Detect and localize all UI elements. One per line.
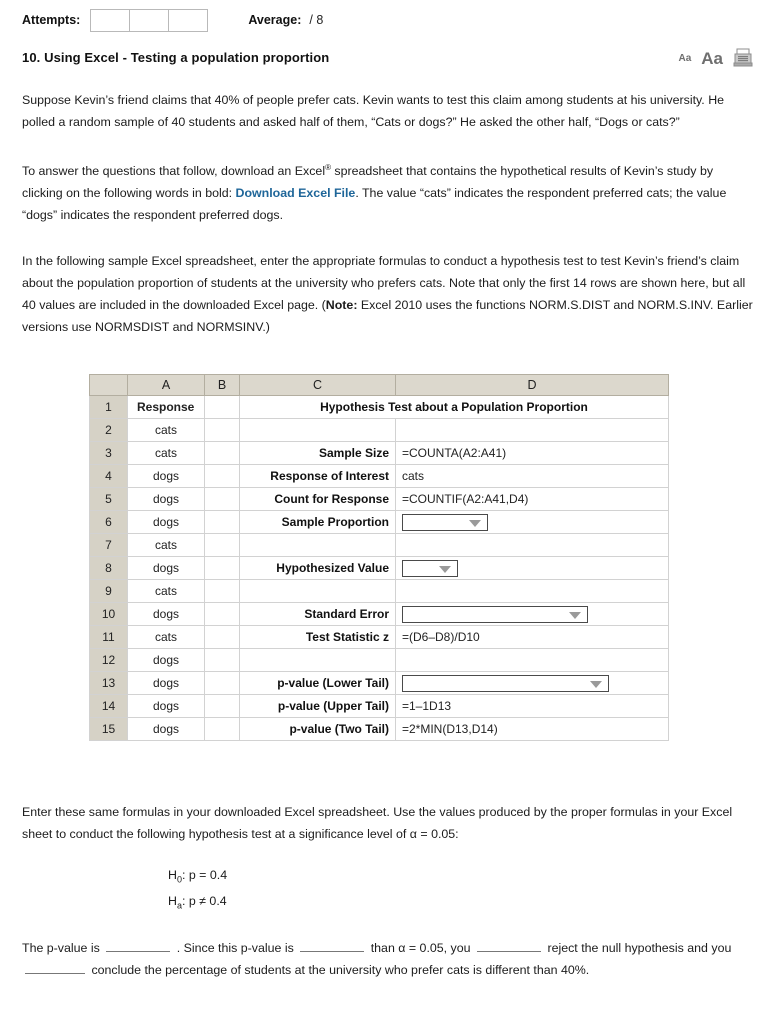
cell-c6[interactable]: Sample Proportion — [240, 511, 396, 534]
paragraph-scenario: Suppose Kevin’s friend claims that 40% of people prefer cats. Kevin wants to test this claim among students at his university. He polled a random sample of 40 students and asked half of them, “Cats or dogs?” He asked the other half, “Dogs or cats?” — [22, 93, 725, 129]
row-number[interactable]: 6 — [90, 511, 128, 534]
final-text-4: reject the null hypothesis and you — [547, 941, 732, 956]
dropdown-d8[interactable] — [402, 560, 458, 577]
row-number[interactable]: 8 — [90, 557, 128, 580]
excel-spreadsheet — [89, 374, 668, 741]
cell-d12[interactable] — [396, 649, 669, 672]
paragraph-download-part-b: spreadsheet that contains the hypothetical results of Kevin’s study by clicking on the following words in bold: — [22, 164, 714, 201]
cell-a1[interactable]: Response — [128, 396, 205, 419]
cell-a3[interactable]: cats — [128, 442, 205, 465]
table-row — [90, 488, 669, 511]
table-row — [90, 442, 669, 465]
column-header-d[interactable]: D — [396, 375, 669, 396]
table-row — [90, 557, 669, 580]
row-number[interactable]: 11 — [90, 626, 128, 649]
alternative-hypothesis — [168, 891, 775, 916]
dropdown-d13[interactable] — [402, 675, 609, 692]
final-text-2: . Since this p-value is — [176, 941, 294, 956]
table-row — [90, 419, 669, 442]
increase-font-size-icon[interactable]: Aa — [701, 49, 723, 68]
table-row — [90, 695, 669, 718]
cell-d8[interactable] — [396, 557, 669, 580]
row-number[interactable]: 13 — [90, 672, 128, 695]
blank-p-value[interactable] — [106, 938, 170, 952]
row-number[interactable]: 5 — [90, 488, 128, 511]
alternative-hypothesis-subscript: a — [176, 900, 182, 911]
column-header-corner[interactable] — [90, 375, 128, 396]
cell-d6[interactable] — [396, 511, 669, 534]
paragraph-download — [0, 157, 775, 226]
decrease-font-size-icon[interactable]: Aa — [678, 53, 692, 64]
table-row — [90, 626, 669, 649]
attempt-box-1[interactable] — [90, 9, 130, 32]
final-text-1: The p-value is — [22, 941, 100, 956]
table-row — [90, 649, 669, 672]
blank-reject-decision[interactable] — [477, 938, 541, 952]
cell-c3[interactable]: Sample Size — [240, 442, 396, 465]
row-number[interactable]: 2 — [90, 419, 128, 442]
cell-b8[interactable] — [205, 557, 240, 580]
cell-b2[interactable] — [205, 419, 240, 442]
attempt-boxes — [90, 9, 208, 32]
paragraph-instructions-part-a: In the following sample Excel spreadsheet, enter the appropriate formulas to conduct a hypothesis test to test Kevin’s friend’s claim about the population proportion of students at the university who prefers cats. Note that only the first 14 rows are shown here, but all 40 values are included in the downloaded Excel page. ( — [22, 254, 746, 313]
table-row — [90, 672, 669, 695]
null-hypothesis — [168, 865, 775, 890]
spreadsheet-column-header-row — [90, 375, 669, 396]
cell-b7[interactable] — [205, 534, 240, 557]
cell-a12[interactable]: dogs — [128, 649, 205, 672]
chevron-down-icon — [590, 681, 602, 688]
column-header-c[interactable]: C — [240, 375, 396, 396]
cell-a7[interactable]: cats — [128, 534, 205, 557]
cell-d5[interactable]: =COUNTIF(A2:A41,D4) — [396, 488, 669, 511]
spreadsheet-table — [89, 374, 669, 741]
row-number[interactable]: 4 — [90, 465, 128, 488]
cell-b12[interactable] — [205, 649, 240, 672]
note-label: Note: — [325, 298, 358, 313]
cell-b15[interactable] — [205, 718, 240, 741]
final-text-5: conclude the percentage of students at the university who prefer cats is different than 40%. — [91, 963, 590, 978]
cell-d3[interactable]: =COUNTA(A2:A41) — [396, 442, 669, 465]
cell-merged-title[interactable]: Hypothesis Test about a Population Proportion — [240, 396, 669, 419]
cell-d7[interactable] — [396, 534, 669, 557]
cell-b3[interactable] — [205, 442, 240, 465]
column-header-b[interactable]: B — [205, 375, 240, 396]
attempts-label: Attempts: — [22, 13, 81, 27]
cell-c10[interactable]: Standard Error — [240, 603, 396, 626]
average-label: Average: — [248, 13, 302, 27]
column-header-a[interactable]: A — [128, 375, 205, 396]
cell-c15[interactable]: p-value (Two Tail) — [240, 718, 396, 741]
cell-b6[interactable] — [205, 511, 240, 534]
download-excel-file-link[interactable]: Download Excel File — [235, 186, 356, 201]
cell-b9[interactable] — [205, 580, 240, 603]
cell-a14[interactable]: dogs — [128, 695, 205, 718]
dropdown-d10[interactable] — [402, 606, 588, 623]
cell-c9[interactable] — [240, 580, 396, 603]
table-row — [90, 396, 669, 419]
table-row — [90, 718, 669, 741]
cell-c8[interactable]: Hypothesized Value — [240, 557, 396, 580]
cell-d4[interactable]: cats — [396, 465, 669, 488]
cell-c11[interactable]: Test Statistic z — [240, 626, 396, 649]
table-row — [90, 534, 669, 557]
page-title: 10. Using Excel - Testing a population proportion — [22, 50, 330, 65]
cell-c4[interactable]: Response of Interest — [240, 465, 396, 488]
cell-d2[interactable] — [396, 419, 669, 442]
cell-a6[interactable]: dogs — [128, 511, 205, 534]
final-text-3: than α = 0.05, you — [370, 941, 471, 956]
paragraph-fill-in-blanks — [0, 937, 775, 981]
null-hypothesis-expression: : p = 0.4 — [181, 868, 228, 883]
cell-a11[interactable]: cats — [128, 626, 205, 649]
row-number[interactable]: 10 — [90, 603, 128, 626]
paragraph-instructions-part-b: Excel 2010 uses the functions NORM.S.DIST and NORM.S.INV. Earlier versions use NORMSDIST and NORMSINV.) — [22, 298, 753, 335]
blank-comparison[interactable] — [300, 938, 364, 952]
cell-d15[interactable]: =2*MIN(D13,D14) — [396, 718, 669, 741]
chevron-down-icon — [569, 612, 581, 619]
cell-d11[interactable]: =(D6–D8)/D10 — [396, 626, 669, 649]
cell-b13[interactable] — [205, 672, 240, 695]
dropdown-d6[interactable] — [402, 514, 488, 531]
question-title-row — [0, 32, 775, 67]
cell-c14[interactable]: p-value (Upper Tail) — [240, 695, 396, 718]
row-number[interactable]: 3 — [90, 442, 128, 465]
paragraph-instructions — [0, 250, 775, 338]
cell-d14[interactable]: =1–1D13 — [396, 695, 669, 718]
cell-d9[interactable] — [396, 580, 669, 603]
alternative-hypothesis-expression: : p ≠ 0.4 — [181, 893, 227, 908]
hypothesis-block — [0, 865, 775, 916]
registered-mark: ® — [325, 163, 331, 172]
table-row — [90, 580, 669, 603]
alternative-hypothesis-h: H — [168, 893, 177, 908]
cell-c5[interactable]: Count for Response — [240, 488, 396, 511]
cell-c2[interactable] — [240, 419, 396, 442]
null-hypothesis-h: H — [168, 868, 177, 883]
attempt-box-2[interactable] — [129, 9, 169, 32]
cell-a10[interactable]: dogs — [128, 603, 205, 626]
cell-b1[interactable] — [205, 396, 240, 419]
cell-b10[interactable] — [205, 603, 240, 626]
row-number[interactable]: 14 — [90, 695, 128, 718]
table-row — [90, 465, 669, 488]
table-row — [90, 511, 669, 534]
cell-a9[interactable]: cats — [128, 580, 205, 603]
cell-b4[interactable] — [205, 465, 240, 488]
paragraph-download-part-a: To answer the questions that follow, download an Excel — [22, 164, 326, 179]
cell-a13[interactable]: dogs — [128, 672, 205, 695]
title-icon-group — [678, 48, 753, 67]
cell-d10[interactable] — [396, 603, 669, 626]
chevron-down-icon — [469, 520, 481, 527]
cell-c12[interactable] — [240, 649, 396, 672]
cell-c13[interactable]: p-value (Lower Tail) — [240, 672, 396, 695]
cell-c7[interactable] — [240, 534, 396, 557]
cell-b14[interactable] — [205, 695, 240, 718]
average-value: / 8 — [309, 13, 324, 27]
blank-conclusion[interactable] — [25, 960, 85, 974]
cell-b5[interactable] — [205, 488, 240, 511]
row-number[interactable]: 9 — [90, 580, 128, 603]
cell-d13[interactable] — [396, 672, 669, 695]
attempts-bar — [0, 0, 775, 32]
paragraph-closing: Enter these same formulas in your downloaded Excel spreadsheet. Use the values produced by the proper formulas in your Excel sheet to conduct the following hypothesis test at a significance level of α = 0.05: — [22, 805, 733, 842]
null-hypothesis-subscript: 0 — [176, 874, 182, 885]
cell-b11[interactable] — [205, 626, 240, 649]
paragraph-download-part-c: . The value “cats” indicates the respondent preferred cats; the value “dogs” indicates the respondent preferred dogs. — [22, 186, 727, 223]
chevron-down-icon — [439, 566, 451, 573]
row-number[interactable]: 7 — [90, 534, 128, 557]
cell-a15[interactable]: dogs — [128, 718, 205, 741]
printer-icon[interactable] — [733, 48, 753, 67]
attempt-box-3[interactable] — [168, 9, 208, 32]
row-number[interactable]: 1 — [90, 396, 128, 419]
row-number[interactable]: 12 — [90, 649, 128, 672]
row-number[interactable]: 15 — [90, 718, 128, 741]
cell-a4[interactable]: dogs — [128, 465, 205, 488]
cell-a2[interactable]: cats — [128, 419, 205, 442]
table-row — [90, 603, 669, 626]
spreadsheet-body — [90, 396, 669, 741]
cell-a8[interactable]: dogs — [128, 557, 205, 580]
cell-a5[interactable]: dogs — [128, 488, 205, 511]
